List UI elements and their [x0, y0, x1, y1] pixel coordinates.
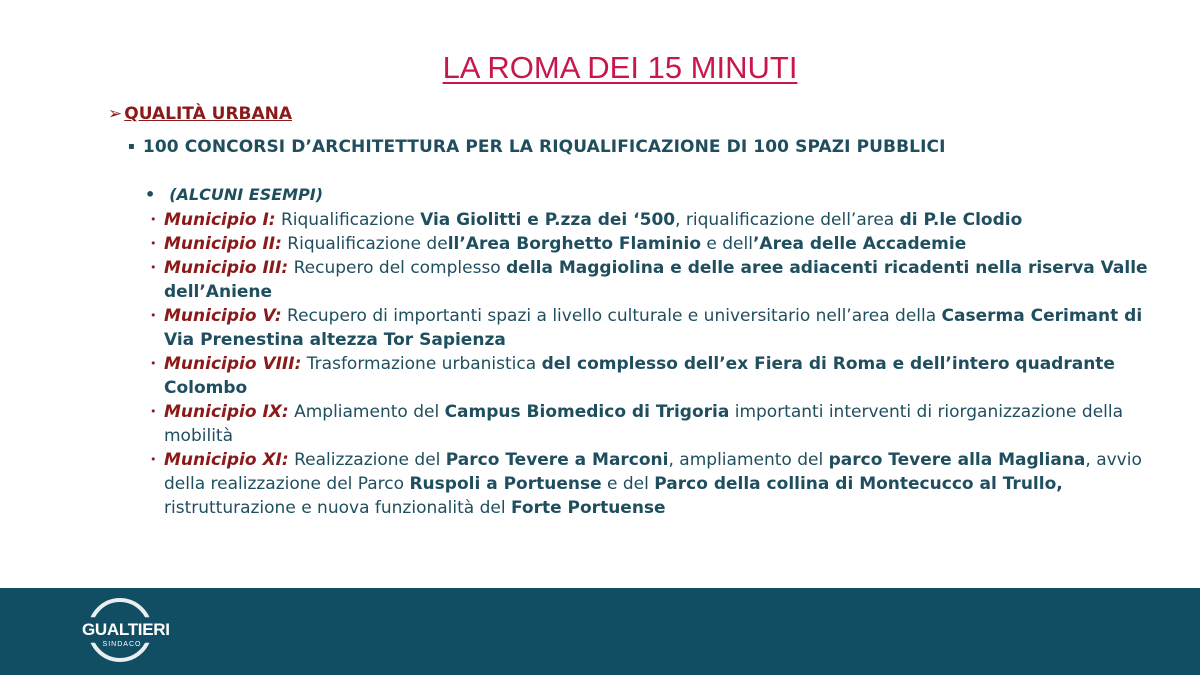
- municipio-label: Municipio VIII:: [164, 354, 302, 374]
- item-text: Recupero del complesso: [288, 258, 507, 278]
- dot-bullet-icon: •: [150, 213, 157, 226]
- item-text-strong: Via Giolitti e P.zza dei ‘500: [420, 210, 676, 230]
- list-item: [148, 232, 1148, 256]
- dot-bullet-icon: •: [150, 261, 157, 274]
- logo-subtitle: SINDACO: [102, 641, 142, 648]
- item-text-strong: di P.le Clodio: [899, 210, 1023, 230]
- item-text: Recupero di importanti spazi a livello culturale e universitario nell’area della: [281, 306, 942, 326]
- list-item: [148, 400, 1148, 448]
- examples-text: (ALCUNI ESEMPI): [169, 185, 324, 204]
- municipi-list: [148, 208, 1148, 520]
- municipio-label: Municipio III:: [164, 258, 289, 278]
- dot-bullet-icon: •: [150, 357, 157, 370]
- item-text-strong: Forte Portuense: [510, 498, 666, 518]
- dot-bullet-icon: •: [150, 405, 157, 418]
- dot-bullet-icon: •: [150, 309, 157, 322]
- item-text: e del: [601, 474, 655, 494]
- item-text: , avvio della realizzazione del Parco: [164, 450, 1142, 494]
- footer-bar: [0, 588, 1200, 675]
- item-text: , riqualificazione dell’area: [675, 210, 900, 230]
- item-text: Trasformazione urbanistica: [301, 354, 542, 374]
- list-item: [148, 448, 1148, 520]
- subsection-text: 100 CONCORSI D’ARCHITETTURA PER LA RIQUALIFICAZIONE DI 100 SPAZI PUBBLICI: [142, 137, 946, 157]
- municipio-label: Municipio IX:: [164, 402, 289, 422]
- section-heading: [108, 104, 292, 124]
- dot-bullet-icon: •: [150, 237, 157, 250]
- item-text-strong: Parco Tevere a Marconi: [445, 450, 669, 470]
- dot-bullet-icon: •: [145, 185, 156, 204]
- square-bullet-icon: ▪: [128, 141, 135, 152]
- item-text-strong: del complesso dell’ex Fiera di Roma e dell’intero quadrante Colombo: [164, 354, 1115, 398]
- item-text: Ampliamento del: [288, 402, 445, 422]
- item-text-strong: Ruspoli a Portuense: [409, 474, 602, 494]
- item-text-strong: Caserma Cerimant di Via Prenestina altezza Tor Sapienza: [164, 306, 1143, 350]
- item-text: e dell: [701, 234, 753, 254]
- item-text: importanti interventi di riorganizzazione della mobilità: [164, 402, 1124, 446]
- item-text-strong: parco Tevere alla Magliana: [828, 450, 1086, 470]
- list-item: [148, 304, 1148, 352]
- item-text: Riqualificazione de: [281, 234, 448, 254]
- item-text-strong: Parco della collina di Montecucco al Trullo,: [654, 474, 1063, 494]
- municipio-label: Municipio XI:: [164, 450, 289, 470]
- list-item: [148, 208, 1148, 232]
- subsection-heading: [128, 137, 946, 157]
- municipio-label: Municipio I:: [164, 210, 276, 230]
- item-text: , ampliamento del: [668, 450, 829, 470]
- item-text-strong: ’Area delle Accademie: [752, 234, 967, 254]
- list-item: [148, 256, 1148, 304]
- item-text: Realizzazione del: [288, 450, 446, 470]
- item-text-strong: ll’Area Borghetto Flaminio: [447, 234, 701, 254]
- item-text: ristrutturazione e nuova funzionalità del: [164, 498, 511, 518]
- arrow-bullet-icon: ➢: [108, 104, 123, 124]
- page-title: LA ROMA DEI 15 MINUTI: [442, 50, 798, 85]
- logo: [82, 598, 170, 666]
- list-item: [148, 352, 1148, 400]
- dot-bullet-icon: •: [150, 453, 157, 466]
- logo-name: GUALTIERI: [82, 620, 170, 639]
- municipio-label: Municipio II:: [164, 234, 282, 254]
- item-text-strong: della Maggiolina e delle aree adiacenti ricadenti nella riserva Valle dell’Aniene: [164, 258, 1148, 302]
- section-label: QUALITÀ URBANA: [124, 104, 293, 124]
- item-text: Riqualificazione: [275, 210, 421, 230]
- municipio-label: Municipio V:: [164, 306, 282, 326]
- item-text-strong: Campus Biomedico di Trigoria: [444, 402, 730, 422]
- examples-heading: [145, 185, 323, 204]
